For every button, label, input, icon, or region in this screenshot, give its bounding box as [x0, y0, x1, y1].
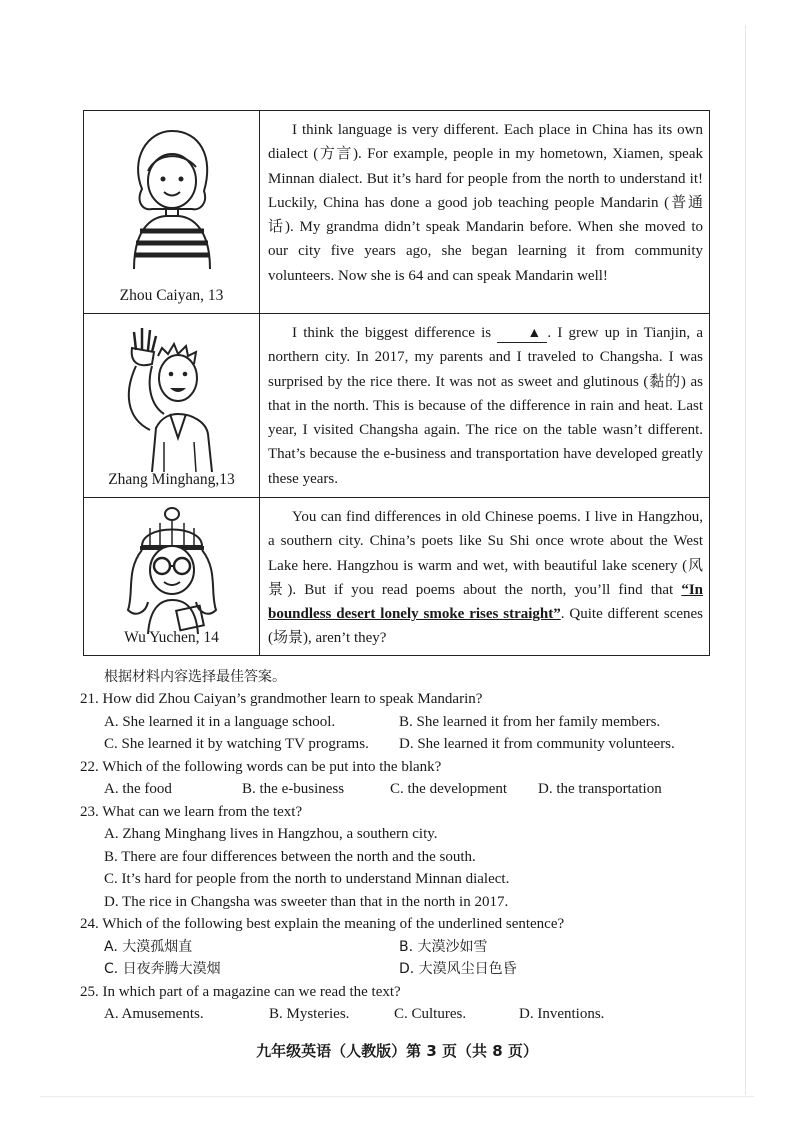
question-stem: 25. In which part of a magazine can we read the text? [80, 983, 401, 1000]
page-footer: 九年级英语（人教版）第 3 页（共 8 页） [256, 1042, 538, 1060]
profile-row [84, 498, 709, 655]
option-row [80, 733, 720, 756]
profile-row [84, 111, 709, 314]
profile-paragraph [268, 321, 703, 491]
paragraph-text: I think the biggest difference is [292, 325, 492, 341]
option-d: D. The rice in Changsha was sweeter than that in the north in 2017. [104, 893, 509, 910]
profile-caption: Zhang Minghang,13 [108, 471, 235, 488]
option-b: B. the e-business [242, 781, 345, 797]
option-row [80, 778, 720, 801]
profile-portrait-cell [84, 498, 260, 655]
profile-text-cell [260, 111, 709, 313]
profile-text-cell [260, 314, 709, 497]
option-d: D. the transportation [538, 781, 662, 797]
question-section [80, 666, 720, 1026]
paragraph-text: . Quite different scenes (场景), aren’t they? [268, 606, 704, 647]
girl-with-hat-illustration [112, 506, 232, 634]
option-c: C. 日夜奔腾大漠烟 [104, 961, 221, 977]
instruction-text: 根据材料内容选择最佳答案。 [104, 669, 286, 685]
profile-caption: Zhou Caiyan, 13 [119, 287, 224, 304]
option-row [80, 1003, 720, 1026]
profiles-table [83, 110, 710, 656]
boy-waving-illustration [112, 322, 232, 472]
girl-portrait-illustration [112, 119, 232, 269]
option-a: A. Zhang Minghang lives in Hangzhou, a southern city. [104, 826, 438, 842]
profile-paragraph [268, 505, 703, 651]
option-c: C. She learned it by watching TV programs. [104, 736, 369, 752]
scan-bottom-line [40, 1096, 754, 1097]
scan-edge-line [745, 25, 746, 1095]
option-row [80, 711, 720, 734]
option-d: D. 大漠风尘日色昏 [399, 961, 517, 977]
option-c: C. the development [390, 781, 508, 797]
profile-portrait-cell [84, 111, 260, 313]
question-stem: 24. Which of the following best explain the meaning of the underlined sentence? [80, 916, 565, 932]
profile-row [84, 314, 709, 498]
question-stem: 22. Which of the following words can be put into the blank? [80, 758, 442, 775]
option-b: B. There are four differences between the north and the south. [104, 848, 476, 865]
underlined-sentence: “In boundless desert lonely smoke rises straight” [268, 581, 704, 623]
option-a: A. the food [104, 781, 172, 797]
option-b: B. Mysteries. [269, 1006, 350, 1022]
option-c: C. It’s hard for people from the north to understand Minnan dialect. [104, 871, 510, 887]
option-b: B. She learned it from her family members. [399, 713, 661, 730]
option-d: D. She learned it from community volunteers. [399, 736, 675, 752]
paragraph-text: You can find differences in old Chinese poems. I live in Hangzhou, a southern city. China’s poets like Su Shi once wrote about the West Lake here. Hangzhou is warm and wet, with beautiful lake scenery (风景). But if you read poems about the north, you’ll find that [268, 509, 703, 598]
profile-paragraph: I think language is very different. Each place in China has its own dialect (方言). For example, people in my hometown, Xiamen, speak Minnan dialect. But it’s hard for people from the north to understand it! Luckily, China has done a good job teaching people Mandarin (普通话). My grandma didn’t speak Mandarin before. When she moved to our city five years ago, she began learning it from community volunteers. Now she is 64 and can speak Mandarin well! [268, 122, 703, 284]
answer-blank: ▲ [497, 326, 547, 343]
profile-text-cell [260, 498, 709, 655]
option-b: B. 大漠沙如雪 [399, 938, 488, 955]
option-a: A. Amusements. [104, 1006, 204, 1022]
option-c: C. Cultures. [394, 1006, 467, 1022]
option-row [80, 958, 720, 981]
profile-caption: Wu Yuchen, 14 [124, 629, 219, 646]
question-stem: 21. How did Zhou Caiyan’s grandmother learn to speak Mandarin? [80, 691, 483, 707]
paragraph-text: . I grew up in Tianjin, a northern city. In 2017, my parents and I traveled to Changsha. I was surprised by the rice there. It was not as sweet and glutinous (黏的) as that in the north. This is because of the difference in rain and heat. Last year, I visited Changsha again. The rice on the table wasn’t different. That’s because the e-business and transportation have developed greatly these years. [268, 325, 703, 487]
question-stem: 23. What can we learn from the text? [80, 803, 303, 820]
option-a: A. 大漠孤烟直 [104, 938, 193, 955]
profile-portrait-cell [84, 314, 260, 497]
option-row [80, 936, 720, 959]
option-d: D. Inventions. [519, 1006, 605, 1022]
option-a: A. She learned it in a language school. [104, 713, 336, 730]
